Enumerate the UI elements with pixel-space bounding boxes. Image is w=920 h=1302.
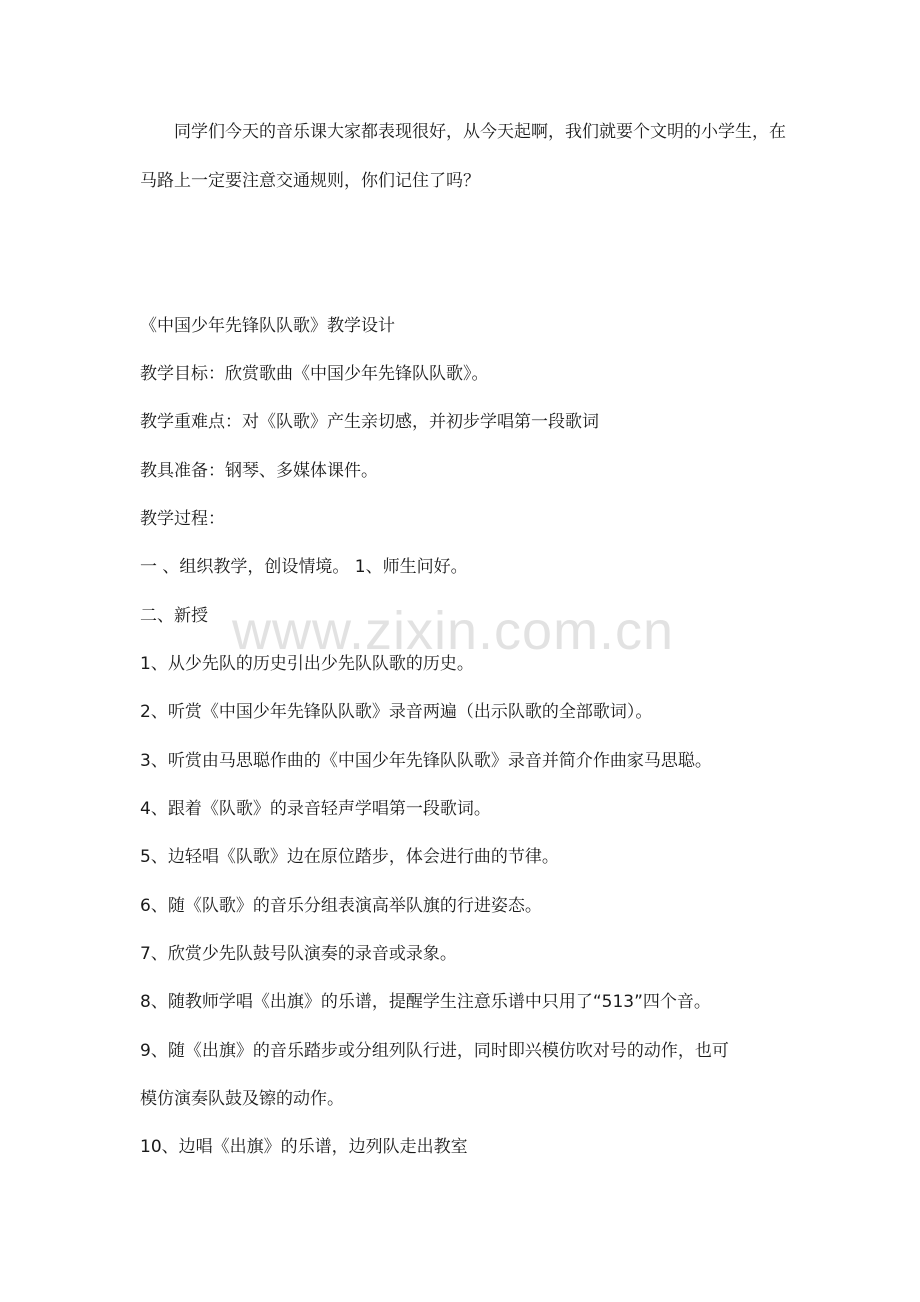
lesson-goal: 教学目标：欣赏歌曲《中国少年先锋队队歌》。 <box>140 364 489 384</box>
step-item: 5、边轻唱《队歌》边在原位踏步，体会进行曲的节律。 <box>140 847 559 867</box>
step-item: 3、听赏由马思聪作曲的《中国少年先锋队队歌》录音并简介作曲家马思聪。 <box>140 751 712 771</box>
step-item: 7、欣赏少先队鼓号队演奏的录音或录象。 <box>140 944 457 964</box>
lesson-key-points: 教学重难点：对《队歌》产生亲切感，并初步学唱第一段歌词 <box>140 412 599 432</box>
step-item: 1、从少先队的历史引出少先队队歌的历史。 <box>140 654 474 674</box>
step-nine-line2: 模仿演奏队鼓及镲的动作。 <box>140 1089 344 1109</box>
lesson-title: 《中国少年先锋队队歌》教学设计 <box>140 316 395 336</box>
step-item: 6、随《队歌》的音乐分组表演高举队旗的行进姿态。 <box>140 896 542 916</box>
watermark: www.zixin.com.cn <box>232 601 675 661</box>
step-item: 8、随教师学唱《出旗》的乐谱，提醒学生注意乐谱中只用了“513”四个音。 <box>140 992 711 1012</box>
intro-paragraph: 同学们今天的音乐课大家都表现很好，从今天起啊，我们就要个文明的小学生，在马路上一定要注意交通规则，你们记住了吗？ <box>140 122 786 191</box>
lesson-materials: 教具准备：钢琴、多媒体课件。 <box>140 461 378 481</box>
step-item: 4、跟着《队歌》的录音轻声学唱第一段歌词。 <box>140 799 491 819</box>
section-two: 二、新授 <box>140 606 208 626</box>
section-one: 一 、组织教学，创设情境。 1、师生问好。 <box>140 557 468 577</box>
step-item: 2、听赏《中国少年先锋队队歌》录音两遍（出示队歌的全部歌词）。 <box>140 702 653 722</box>
step-ten: 10、边唱《出旗》的乐谱，边列队走出教室 <box>140 1137 468 1157</box>
process-heading: 教学过程： <box>140 509 225 529</box>
step-nine-line1: 9、随《出旗》的音乐踏步或分组列队行进，同时即兴模仿吹对号的动作，也可 <box>140 1041 729 1061</box>
